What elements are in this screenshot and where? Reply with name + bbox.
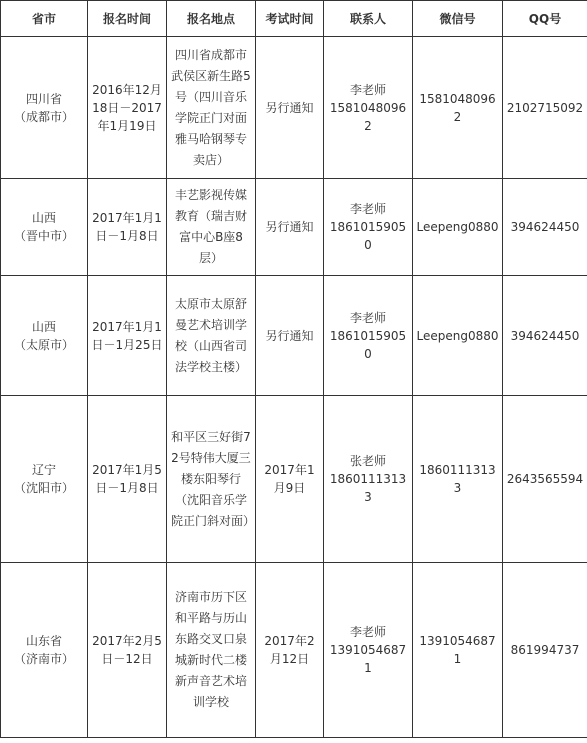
table-row	[1, 563, 587, 738]
header-province: 省市	[1, 1, 88, 37]
exam-time-cell: 另行通知	[256, 276, 324, 396]
city-name: （成都市）	[13, 109, 74, 124]
exam-time-cell: 另行通知	[256, 179, 324, 276]
province-name: 四川省	[25, 91, 62, 106]
contact-phone: 18610159050	[329, 328, 407, 361]
contact-cell	[324, 396, 413, 563]
reg-time-cell: 2016年12月18日－2017年1月19日	[88, 37, 167, 179]
contact-cell	[324, 37, 413, 179]
reg-time-cell: 2017年1月5日－1月8日	[88, 396, 167, 563]
exam-time-cell: 2017年1月9日	[256, 396, 324, 563]
contact-phone: 18601113133	[329, 472, 407, 504]
location-cell: 丰艺影视传媒教育（瑞吉财富中心B座8层）	[167, 179, 256, 276]
contact-name: 李老师	[349, 625, 386, 639]
province-name: 山西	[31, 319, 56, 334]
table-row	[1, 276, 587, 396]
header-contact: 联系人	[324, 1, 413, 37]
reg-time-cell: 2017年1月1日－1月25日	[88, 276, 167, 396]
reg-time-cell: 2017年1月1日－1月8日	[88, 179, 167, 276]
city-name: （晋中市）	[13, 229, 74, 243]
location-cell: 太原市太原舒曼艺术培训学校（山西省司法学校主楼）	[167, 276, 256, 396]
province-name: 辽宁	[31, 463, 56, 477]
qq-cell: 2102715092	[503, 37, 587, 179]
city-name: （太原市）	[13, 337, 74, 352]
qq-cell: 861994737	[503, 563, 587, 738]
exam-time-cell: 另行通知	[256, 37, 324, 179]
location-cell: 四川省成都市武侯区新生路5号（四川音乐学院正门对面雅马哈钢琴专卖店）	[167, 37, 256, 179]
header-wechat: 微信号	[413, 1, 503, 37]
wechat-cell: 15810480962	[413, 37, 503, 179]
header-location: 报名地点	[167, 1, 256, 37]
contact-cell	[324, 276, 413, 396]
table-row	[1, 396, 587, 563]
wechat-cell: 13910546871	[413, 563, 503, 738]
qq-cell: 394624450	[503, 276, 587, 396]
table-row	[1, 179, 587, 276]
contact-phone: 13910546871	[329, 643, 407, 675]
wechat-cell: 18601113133	[413, 396, 503, 563]
city-name: （沈阳市）	[13, 481, 74, 495]
contact-name: 李老师	[349, 82, 386, 97]
location-cell: 济南市历下区和平路与历山东路交叉口泉城新时代二楼 新声音艺术培训学校	[167, 563, 256, 738]
province-cell	[1, 396, 88, 563]
contact-phone: 15810480962	[329, 100, 407, 133]
header-row	[1, 1, 587, 37]
header-exam-time: 考试时间	[256, 1, 324, 37]
header-qq: QQ号	[503, 1, 587, 37]
city-name: （济南市）	[13, 652, 74, 666]
contact-cell	[324, 179, 413, 276]
exam-time-cell: 2017年2月12日	[256, 563, 324, 738]
contact-cell	[324, 563, 413, 738]
province-cell	[1, 179, 88, 276]
reg-time-cell: 2017年2月5日－12日	[88, 563, 167, 738]
province-name: 山西	[31, 211, 56, 225]
location-cell: 和平区三好街72号特伟大厦三楼东阳琴行（沈阳音乐学院正门斜对面）	[167, 396, 256, 563]
wechat-cell: Leepeng0880	[413, 179, 503, 276]
province-cell	[1, 563, 88, 738]
wechat-cell: Leepeng0880	[413, 276, 503, 396]
contact-name: 张老师	[349, 454, 386, 468]
contact-name: 李老师	[349, 202, 386, 216]
province-cell	[1, 276, 88, 396]
province-cell	[1, 37, 88, 179]
header-reg-time: 报名时间	[88, 1, 167, 37]
contact-name: 李老师	[349, 310, 386, 325]
qq-cell: 2643565594	[503, 396, 587, 563]
table-row	[1, 37, 587, 179]
province-name: 山东省	[25, 634, 62, 648]
contact-phone: 18610159050	[329, 220, 407, 252]
qq-cell: 394624450	[503, 179, 587, 276]
